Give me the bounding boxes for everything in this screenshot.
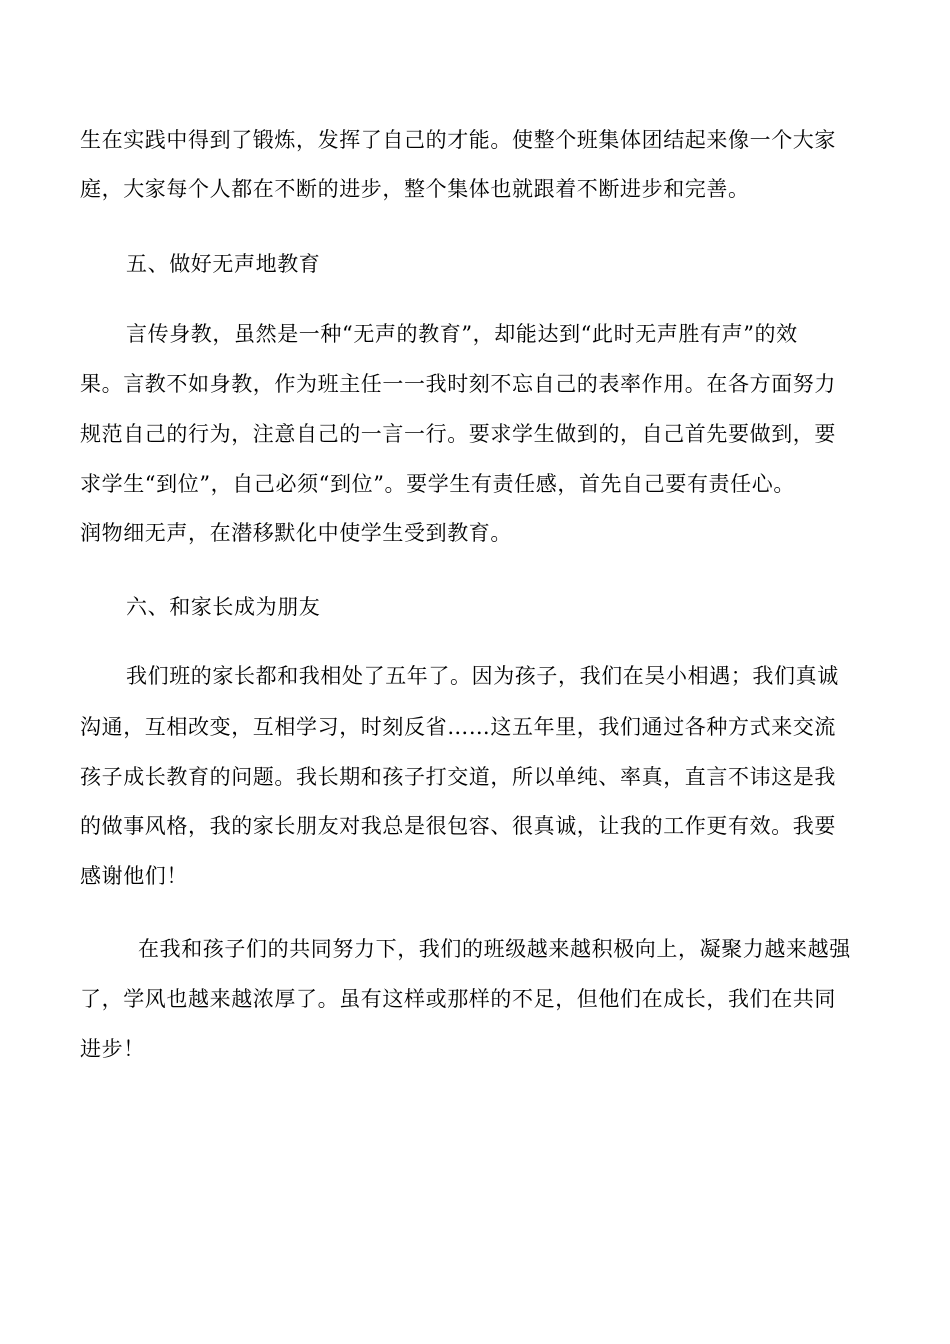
paragraph-line: 庭，大家每个人都在不断的进步，整个集体也就跟着不断进步和完善。 [80, 177, 750, 201]
paragraph-line: 在我和孩子们的共同努力下，我们的班级越来越积极向上，凝聚力越来越强 [138, 937, 851, 961]
paragraph-line: 言传身教，虽然是一种“无声的教育”，却能达到“此时无声胜有声”的效 [126, 322, 798, 346]
paragraph-line: 我们班的家长都和我相处了五年了。因为孩子，我们在吴小相遇；我们真诚 [126, 664, 839, 688]
paragraph-line: 生在实践中得到了锻炼，发挥了自己的才能。使整个班集体团结起来像一个大家 [80, 128, 836, 152]
section-heading-5: 五、做好无声地教育 [126, 252, 321, 276]
paragraph-line: 感谢他们！ [80, 864, 188, 888]
paragraph-line: 的做事风格，我的家长朋友对我总是很包容、很真诚，让我的工作更有效。我要 [80, 814, 836, 838]
section-heading-6: 六、和家长成为朋友 [126, 595, 321, 619]
paragraph-line: 了，学风也越来越浓厚了。虽有这样或那样的不足，但他们在成长，我们在共同 [80, 987, 836, 1011]
paragraph-line: 孩子成长教育的问题。我长期和孩子打交道，所以单纯、率真，直言不讳这是我 [80, 765, 836, 789]
paragraph-line: 求学生“到位”，自己必须“到位”。要学生有责任感，首先自己要有责任心。 [80, 472, 795, 496]
paragraph-line: 规范自己的行为，注意自己的一言一行。要求学生做到的，自己首先要做到，要 [80, 422, 836, 446]
paragraph-line: 进步！ [80, 1037, 145, 1061]
paragraph-line: 沟通，互相改变，互相学习，时刻反省……这五年里，我们通过各种方式来交流 [80, 715, 836, 739]
paragraph-line: 润物细无声，在潜移默化中使学生受到教育。 [80, 521, 512, 545]
paragraph-line: 果。言教不如身教，作为班主任一一我时刻不忘自己的表率作用。在各方面努力 [80, 372, 836, 396]
